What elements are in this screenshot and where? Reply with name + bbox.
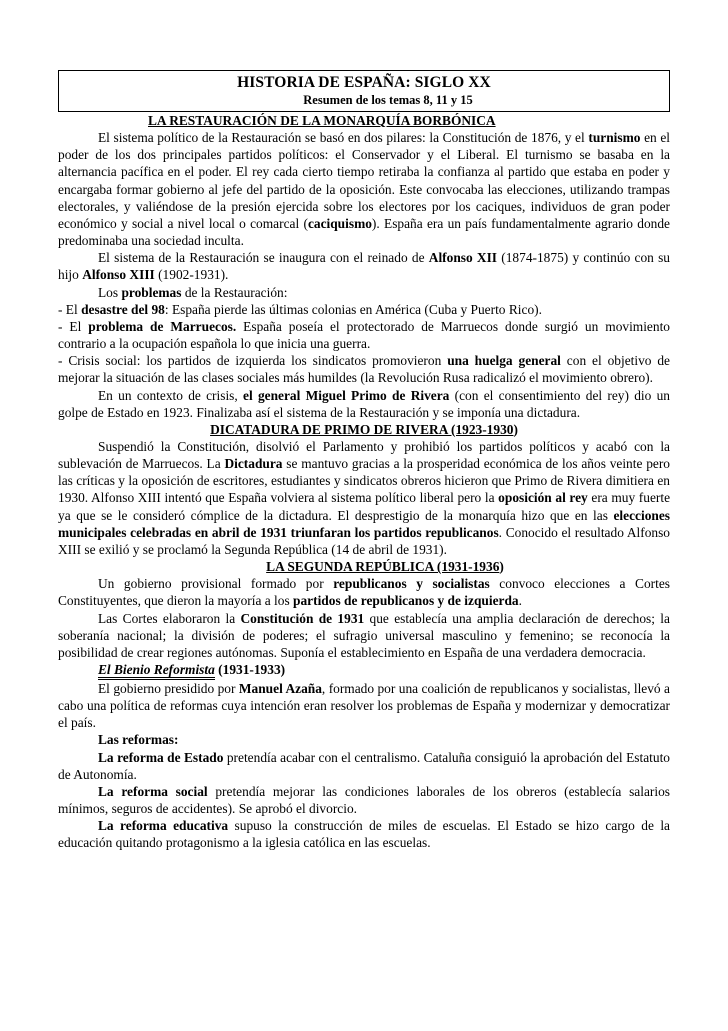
section-title-restauracion: LA RESTAURACIÓN DE LA MONARQUÍA BORBÓNICA [148,113,496,128]
document-body [58,112,670,852]
list-item: - Crisis social: los partidos de izquierda los sindicatos promovieron una huelga general con el objetivo de mejorar la situación de las clases sociales más humildes (la Revolución Rusa radicalizó el movimiento obrero). [58,353,671,386]
section-title-dictadura: DICATADURA DE PRIMO DE RIVERA (1923-1930) [210,421,518,437]
paragraph: La reforma social pretendía mejorar las condiciones laborales de los obreros (establecía salarios mínimos, seguros de accidentes). Se aprobó el divorcio. [58,783,670,817]
document-title: HISTORIA DE ESPAÑA: SIGLO XX [237,74,491,91]
paragraph: La reforma de Estado pretendía acabar con el centralismo. Cataluña consiguió la aprobación del Estatuto de Autonomía. [58,749,670,782]
list-item: - El problema de Marruecos. España poseía el protectorado de Marruecos donde surgió un movimiento contrario a la ocupación española lo que inicia una guerra. [58,318,670,352]
paragraph: En un contexto de crisis, el general Miguel Primo de Rivera (con el consentimiento del rey) dio un golpe de Estado en 1923. Finalizaba así el sistema de la Restauración y se imponía una dictadura. [58,387,670,420]
document-page [58,70,670,852]
paragraph: El sistema político de la Restauración se basó en dos pilares: la Constitución de 1876, y el turnismo en el poder de los dos principales partidos políticos: el Conservador y el Liberal. El turnismo se basaba en la alternancia pacífica en el poder. El rey cada cierto tiempo retiraba la confianza al partido que estaba en poder y encargaba formar gobierno al jefe del partido de la oposición. Este convocaba las elecciones, utilizando trampas electorales, y valiéndose de la presión ejercida sobre los electores por los caciques, individuos de gran poder económico y social a nivel local o comarcal (caciquismo). España era un país fundamentalmente agrario donde predominaba una sociedad inculta. [58,130,671,249]
paragraph: Las Cortes elaboraron la Constitución de 1931 que establecía una amplia declaración de derechos; la soberanía nacional; la división de poderes; el sufragio universal masculino y femenino; se reconocía la posibilidad de crear regiones autónomas. Suponía el establecimiento en España de una verdadera democracia. [58,610,670,660]
paragraph: El gobierno presidido por Manuel Azaña, formado por una coalición de republicanos y socialistas, llevó a cabo una política de reformas cuya intención eran resolver los problemas de España y modernizar y democratizar el país. [58,681,670,731]
list-item: - El desastre del 98: España pierde las últimas colonias en América (Cuba y Puerto Rico). [58,301,542,317]
section-title-republica: LA SEGUNDA REPÚBLICA (1931-1936) [266,559,504,575]
paragraph: Los problemas de la Restauración: [98,284,288,300]
header-box [58,70,670,112]
paragraph: La reforma educativa supuso la construcción de miles de escuelas. El Estado se hizo cargo de la educación quitando protagonismo a la iglesia católica en las escuelas. [58,818,670,851]
document-subtitle: Resumen de los temas 8, 11 y 15 [303,93,473,107]
subsection-title-bienio: El Bienio Reformista (1931-1933) [58,661,670,680]
paragraph: Suspendió la Constitución, disolvió el Parlamento y prohibió los partidos políticos y acabó con la sublevación de Marruecos. La Dictadura se mantuvo gracias a la prosperidad económica de los años veinte pero las críticas y la oposición de escritores, estudiantes y sindicatos obreros hicieron que Primo de Rivera dimitiera en 1930. Alfonso XIII intentó que España volviera al sistema político liberal pero la oposición al rey era muy fuerte ya que se le consideró cómplice de la dictadura. El desprestigio de la monarquía hizo que en las elecciones municipales celebradas en abril de 1931 triunfaran los partidos republicanos. Conocido el resultado Alfonso XIII se exilió y se proclamó la Segunda República (14 de abril de 1931). [58,438,671,557]
paragraph: Un gobierno provisional formado por republicanos y socialistas convoco elecciones a Cortes Constituyentes, que dieron la mayoría a los partidos de republicanos y de izquierda. [58,576,671,609]
subheading-reformas: Las reformas: [98,732,179,748]
paragraph: El sistema de la Restauración se inaugura con el reinado de Alfonso XII (1874-1875) y continúo con su hijo Alfonso XIII (1902-1931). [58,250,671,283]
